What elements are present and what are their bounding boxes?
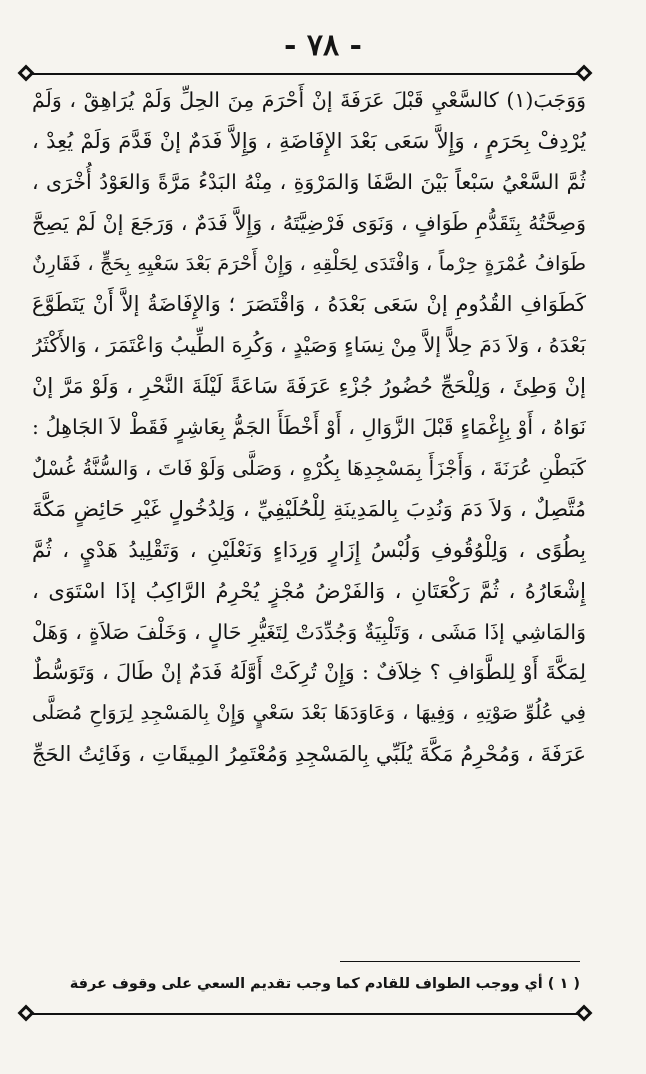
text-line: ثُمَّ السَّعْيُ سَبْعاً بَيْنَ الصَّفَا وَالمَرْوَةِ ، مِنْهُ البَدْءُ مَرَّةً وَالعَوْدُ أُخْرَى ، <box>32 169 586 194</box>
main-text-block <box>32 80 586 775</box>
corner-ornament-icon <box>576 1005 593 1022</box>
corner-ornament-icon <box>18 1005 35 1022</box>
text-line: كَبَطْنِ عُرَنَةَ ، وَأَجْزَأَ بِمَسْجِدِهَا بِكُرْهٍ ، وَصَلَّى وَلَوْ فَاتَ ، وَالسُّنَّةُ غُسْلٌ <box>32 456 586 481</box>
footnote: ( ١ ) أي ووجب الطواف للقادم كما وجب تقديم السعي على وقوف عرفة <box>69 976 580 992</box>
top-border-rule <box>28 73 590 75</box>
text-line: بِطُوًى ، وَلِلْوُقُوفِ وَلُبْسُ إِزَارٍ وَرِدَاءٍ وَنَعْلَيْنِ ، وَتَقْلِيدُ هَدْيٍ ، ثُمَّ <box>32 537 586 562</box>
text-line: بَعْدَهُ ، وَلاَ دَمَ حِلاًّ إلاَّ مِنْ نِسَاءٍ وَصَيْدٍ ، وَكُرِهَ الطِّيبُ وَاعْتَمَرَ ، وَالأَكْثَرُ <box>32 333 586 358</box>
footnote-separator <box>340 961 580 962</box>
text-line: فِي عُلُوِّ صَوْتِهِ ، وَفِيهَا ، وَعَاوَدَهَا بَعْدَ سَعْيٍ وَإِنْ بِالمَسْجِدِ لِرَوَاحِ مُصَلَّى <box>32 701 586 725</box>
text-line: نَوَاهُ ، أَوْ بِإِغْمَاءٍ قَبْلَ الزَّوَالِ ، أَوْ أَخْطَأَ الجَمُّ بِعَاشِرٍ فَقَطْ لاَ الجَاهِلُ : <box>32 415 586 440</box>
corner-ornament-icon <box>576 65 593 82</box>
text-line: إنْ وَطِئَ ، وَلِلْحَجِّ حُضُورُ جُزْءِ عَرَفَةَ سَاعَةً لَيْلَةَ النَّحْرِ ، وَلَوْ مَرَّ إنْ <box>32 374 586 399</box>
text-line: وَالمَاشِي إذَا مَشَى ، وَتَلْبِيَةٌ وَجُدِّدَتْ لِتَغَيُّرِ حَالٍ ، وَخَلْفَ صَلاَةٍ ، وَهَلْ <box>32 619 586 644</box>
bottom-border-rule <box>28 1013 590 1015</box>
text-line: كَطَوَافِ القُدُومِ إنْ سَعَى بَعْدَهُ ، وَاقْتَصَرَ ؛ وَالإِفَاضَةُ إلاَّ أَنْ يَتَطَوَّعَ <box>32 292 586 317</box>
text-line: إِشْعَارُهُ ، ثُمَّ رَكْعَتَانِ ، وَالفَرْضُ مُجْزٍ يُحْرِمُ الرَّاكِبُ إذَا اسْتَوَى ، <box>32 578 586 603</box>
text-line: عَرَفَةَ ، وَمُحْرِمُ مَكَّةَ يُلَبِّي بِالمَسْجِدِ وَمُعْتَمِرُ المِيقَاتِ ، وَفَائِتُ الحَجِّ <box>32 742 586 767</box>
text-line: وَوَجَبَ(١) كالسَّعْيِ قَبْلَ عَرَفَةَ إنْ أَحْرَمَ مِنَ الحِلِّ وَلَمْ يُرَاهِقْ ، وَلَمْ <box>32 88 586 112</box>
text-line: لِمَكَّةَ أَوْ لِلطَّوَافِ ؟ خِلاَفٌ : وَإِنْ تُرِكَتْ أَوَّلَهُ فَدَمٌ إنْ طَالَ ، وَتَوَسُّطٌ <box>32 660 586 685</box>
text-line: وَصِحَّتُهُ بِتَقَدُّمِ طَوَافٍ ، وَنَوَى فَرْضِيَّتَهُ ، وَإِلاَّ فَدَمٌ ، وَرَجَعَ إنْ لَمْ يَصِحَّ <box>32 210 586 235</box>
text-line: مُتَّصِلٌ ، وَلاَ دَمَ وَنُدِبَ بِالمَدِينَةِ لِلْحُلَيْفِيِّ ، وَلِدُخُولٍ غَيْرِ حَائِضٍ مَكَّةَ <box>32 496 586 521</box>
page-number: - ٧٨ - <box>283 28 363 63</box>
corner-ornament-icon <box>18 65 35 82</box>
text-line: يُرْدِفْ بِحَرَمٍ ، وَإِلاَّ سَعَى بَعْدَ الإِفَاضَةِ ، وَإِلاَّ فَدَمٌ إنْ قَدَّمَ وَلَمْ يُعِدْ ، <box>32 128 586 153</box>
text-line: طَوَافُ عُمْرَةٍ حِرْماً ، وَافْتَدَى لِحَلْقِهِ ، وَإِنْ أَحْرَمَ بَعْدَ سَعْيِهِ بِحَجٍّ ، فَقَارِنٌ <box>32 251 586 275</box>
